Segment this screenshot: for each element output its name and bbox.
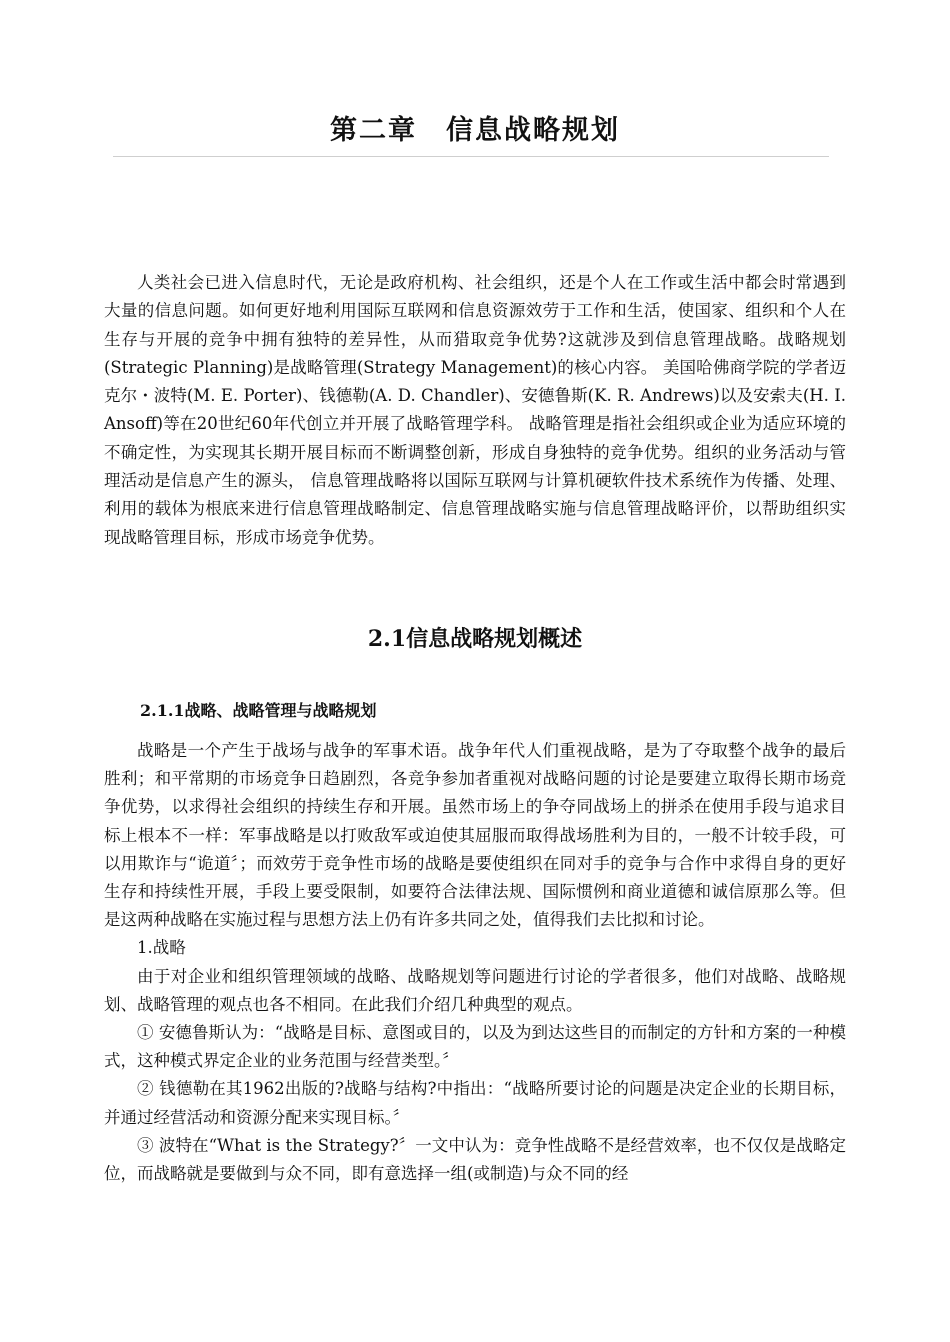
subsection-title: 2.1.1战略、战略管理与战略规划 xyxy=(140,701,377,720)
intro-section xyxy=(104,269,846,552)
quote-paragraph: ① 安德鲁斯认为：“战略是目标、意图或目的，以及为到达这些目的而制定的方针和方案的一种模式，这种模式界定企业的业务范围与经营类型。〞 xyxy=(104,1023,846,1071)
chapter-title: 第二章 信息战略规划 xyxy=(330,115,620,146)
section-title: 2.1信息战略规划概述 xyxy=(367,626,583,652)
main-body xyxy=(104,737,846,1188)
quote-paragraph: ③ 波特在“What is the Strategy?〞一文中认为：竞争性战略不是经营效率，也不仅仅是战略定位，而战略就是要做到与众不同，即有意选择一组(或制造)与众不同的经 xyxy=(104,1135,846,1184)
intro-paragraph: 人类社会已进入信息时代，无论是政府机构、社会组织，还是个人在工作或生活中都会时常遇到大量的信息问题。如何更好地利用国际互联网和信息资源效劳于工作和生活，使国家、组织和个人在生存与开展的竞争中拥有独特的差异性，从而猎取竞争优势?这就涉及到信息管理战略。战略规划(Strategic Planning)是战略管理(Strategy Management)的核心内容。 美国哈佛商学院的学者迈克尔・波特(M. E. Porter)、钱德勒(A. D. Chandler)、安德鲁斯(K. R. Andrews)以及安索夫(H. I. Ansoff)等在20世纪60年代创立并开展了战略管理学科。 战略管理是指社会组织或企业为适应环境的不确定性，为实现其长期开展目标而不断调整创新，形成自身独特的竞争优势。组织的业务活动与管理活动是信息产生的源头， 信息管理战略将以国际互联网与计算机硬软件技术系统作为传播、处理、利用的载体为根底来进行信息管理战略制定、信息管理战略实施与信息管理战略评价，以帮助组织实现战略管理目标，形成市场竞争优势。 xyxy=(104,273,846,547)
title-divider xyxy=(113,156,829,157)
body-paragraph: 由于对企业和组织管理领域的战略、战略规划等问题进行讨论的学者很多，他们对战略、战略规划、战略管理的观点也各不相同。在此我们介绍几种典型的观点。 xyxy=(104,966,846,1014)
list-heading: 1.战略 xyxy=(137,938,186,958)
body-paragraph: 战略是一个产生于战场与战争的军事术语。战争年代人们重视战略，是为了夺取整个战争的最后胜利；和平常期的市场竞争日趋剧烈，各竞争参加者重视对战略问题的讨论是要建立取得长期市场竞争优势，以求得社会组织的持续生存和开展。虽然市场上的争夺同战场上的拼杀在使用手段与追求目标上根本不一样：军事战略是以打败敌军或迫使其屈服而取得战场胜利为目的，一般不计较手段，可以用欺诈与“诡道〞；而效劳于竞争性市场的战略是要使组织在同对手的竞争与合作中求得自身的更好生存和持续性开展，手段上要受限制，如要符合法律法规、国际惯例和商业道德和诚信原那么等。但是这两种战略在实施过程与思想方法上仍有许多共同之处，值得我们去比拟和讨论。 xyxy=(104,741,846,930)
quote-paragraph: ② 钱德勒在其1962出版的?战略与结构?中指出：“战略所要讨论的问题是决定企业的长期目标，并通过经营活动和资源分配来实现目标。〞 xyxy=(104,1079,846,1127)
